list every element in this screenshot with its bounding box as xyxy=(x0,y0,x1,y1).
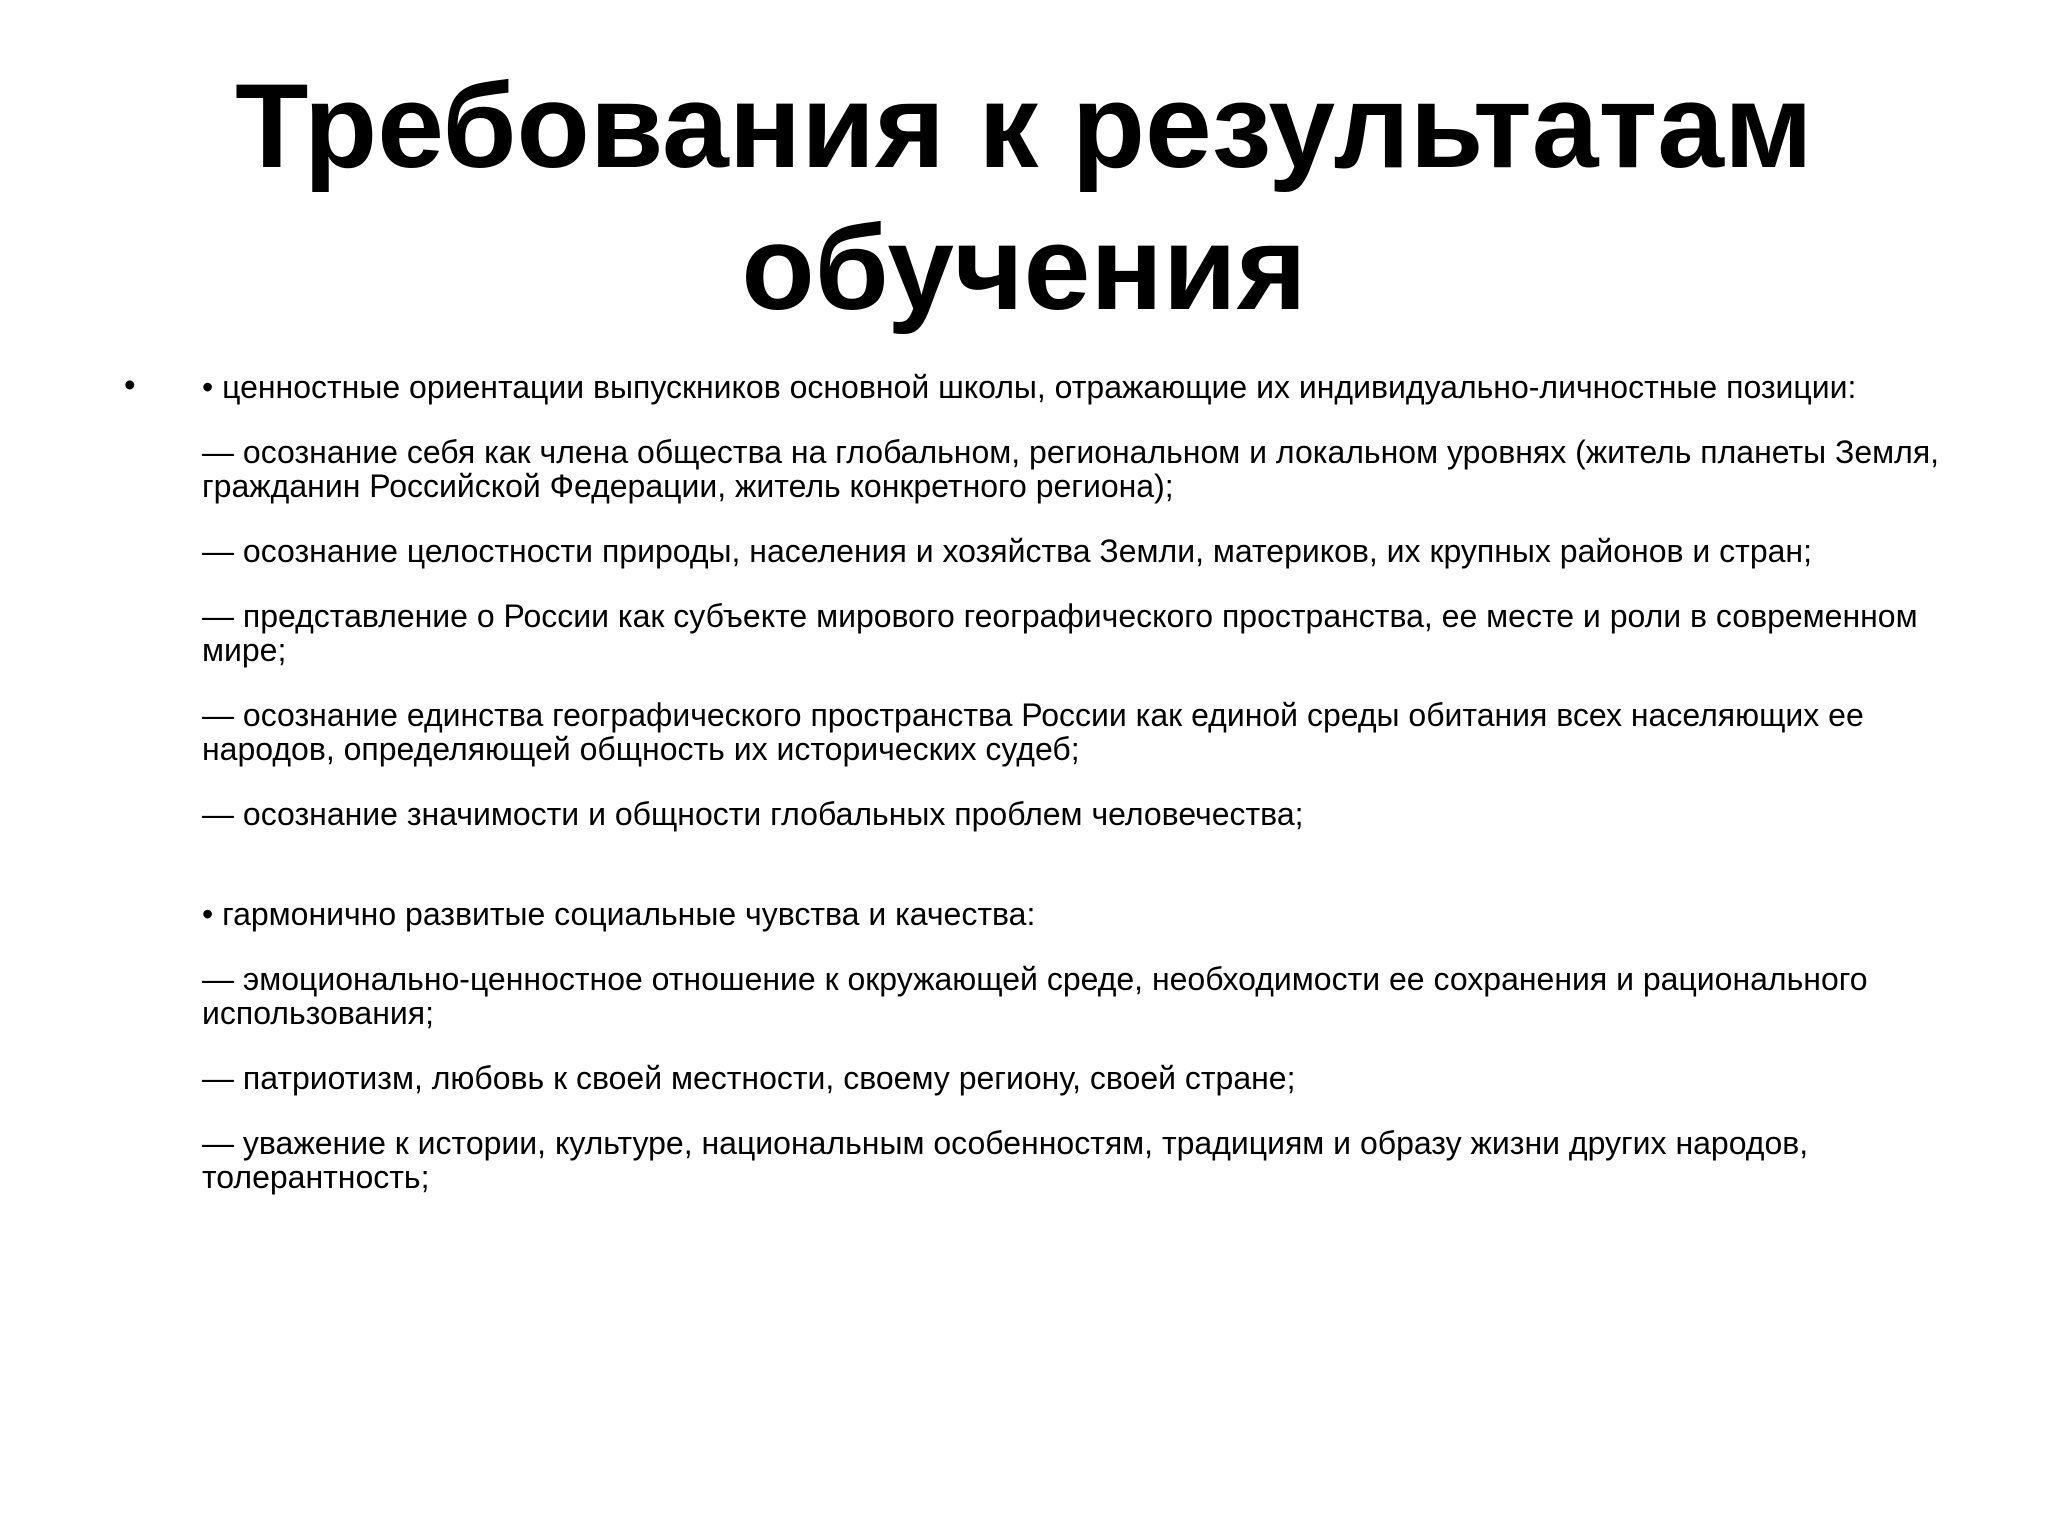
slide-title-line-1: Требования к результатам xyxy=(235,59,1813,193)
outer-bullet-marker: • xyxy=(124,366,136,403)
slide-title xyxy=(0,55,2048,339)
list-item: — осознание значимости и общности глобальных проблем человечества; xyxy=(202,796,1304,832)
list-item: — патриотизм, любовь к своей местности, своему региону, своей стране; xyxy=(202,1060,1296,1096)
slide-body xyxy=(202,370,1982,1194)
list-item: — осознание единства географического пространства России как единой среды обитания всех населяющих ее народов, определяющей общность их исторических судеб; xyxy=(202,697,1864,767)
list-item-heading: • гармонично развитые социальные чувства и качества: xyxy=(202,896,1036,932)
list-item: — осознание себя как члена общества на глобальном, региональном и локальном уровнях (житель планеты Земля, гражданин Российской Федерации, житель конкретного региона); xyxy=(202,434,1940,504)
list-item-heading: • ценностные ориентации выпускников основной школы, отражающие их индивидуально-личностные позиции: xyxy=(202,369,1857,405)
slide-title-line-2: обучения xyxy=(741,201,1307,335)
list-item: — представление о России как субъекте мирового географического пространства, ее месте и роли в современном мире; xyxy=(202,598,1918,668)
list-item: — уважение к истории, культуре, национальным особенностям, традициям и образу жизни других народов, толерантность; xyxy=(202,1125,1809,1195)
list-item: — эмоционально-ценностное отношение к окружающей среде, необходимости ее сохранения и рационального использования; xyxy=(202,961,1868,1031)
list-item: — осознание целостности природы, населения и хозяйства Земли, материков, их крупных районов и стран; xyxy=(202,533,1812,569)
